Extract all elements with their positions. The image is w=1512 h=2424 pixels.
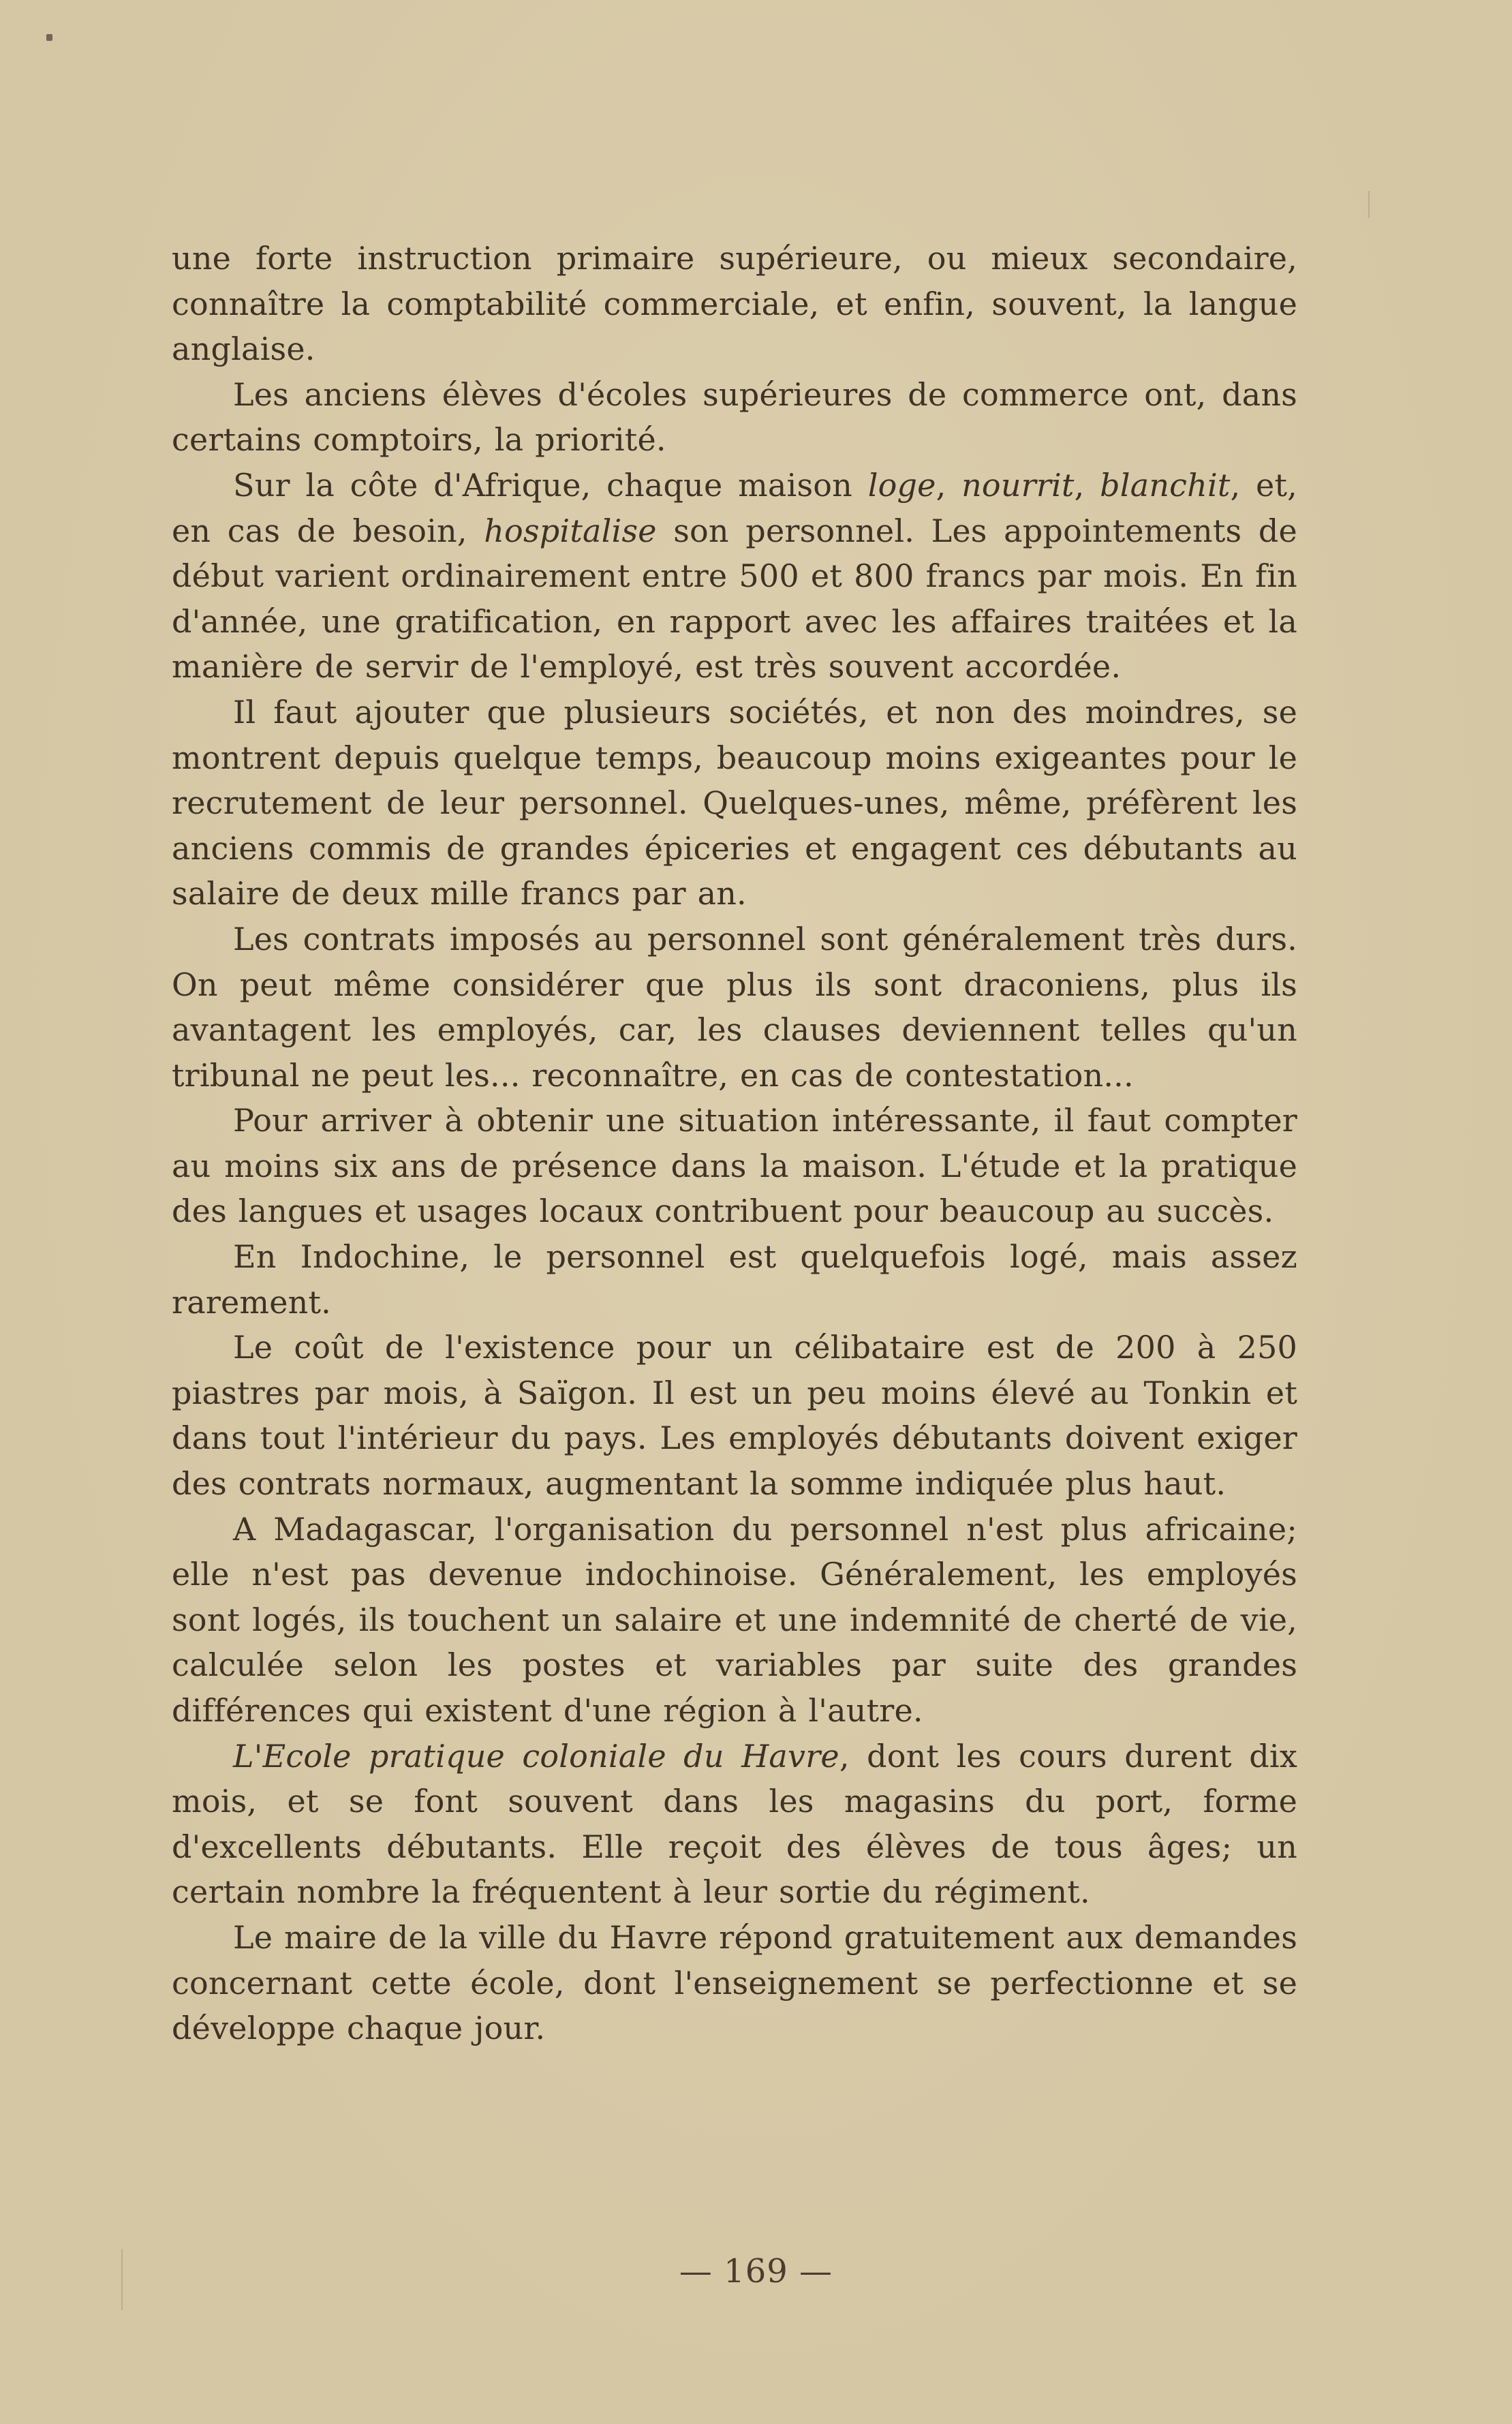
page-number: — 169 — bbox=[679, 2252, 833, 2290]
italic-text: loge bbox=[867, 466, 936, 504]
text-run: Les contrats imposés au personnel sont généralement très durs. On peut même considérer que plus ils sont draconiens, plus ils avantagent les employés, car, les clauses deviennent telles qu'un tribunal ne peut les... reconnaître, en cas de contestation... bbox=[172, 920, 1297, 1094]
paragraph-1 bbox=[172, 236, 1297, 372]
paragraph-11 bbox=[172, 1915, 1297, 2051]
text-run: , dont les cours durent dix mois, et se font souvent dans les magasins du port, forme d'excellents débutants. Elle reçoit des élèves de tous âges; un certain nombre la fréquentent à leur sortie du régiment. bbox=[172, 1737, 1297, 1911]
italic-text: blanchit bbox=[1100, 466, 1231, 504]
paragraph-8 bbox=[172, 1325, 1297, 1506]
paragraph-2 bbox=[172, 372, 1297, 463]
paragraph-3 bbox=[172, 463, 1297, 690]
italic-text: nourrit bbox=[961, 466, 1075, 504]
paragraph-5 bbox=[172, 917, 1297, 1098]
text-run: Le maire de la ville du Havre répond gratuitement aux demandes concernant cette école, dont l'enseignement se perfectionne et se développe chaque jour. bbox=[172, 1918, 1297, 2047]
paragraph-7 bbox=[172, 1234, 1297, 1325]
text-run: Il faut ajouter que plusieurs sociétés, et non des moindres, se montrent depuis quelque temps, beaucoup moins exigeantes pour le recrutement de leur personnel. Quelques-unes, même, préfèrent les anciens commis de grandes épiceries et engagent ces débutants au salaire de deux mille francs par an. bbox=[172, 693, 1297, 912]
text-run: Sur la côte d'Afrique, chaque maison bbox=[233, 466, 868, 504]
paragraph-9 bbox=[172, 1507, 1297, 1734]
text-run: Le coût de l'existence pour un célibataire est de 200 à 250 piastres par mois, à Saïgon. Il est un peu moins élevé au Tonkin et dans tout l'intérieur du pays. Les employés débutants doivent exiger des contrats normaux, augmentant la somme indiquée plus haut. bbox=[172, 1329, 1297, 1503]
body-text bbox=[172, 236, 1297, 2051]
italic-text: L'Ecole pratique coloniale du Havre bbox=[233, 1737, 839, 1775]
text-run: son personnel. Les appointements de début varient ordinairement entre 500 et 800 francs par mois. En fin d'année, une gratification, en rapport avec les affaires traitées et la manière de servir de l'employé, est très souvent accordée. bbox=[172, 512, 1297, 686]
text-run: une forte instruction primaire supérieure, ou mieux secondaire, connaître la comptabilité commerciale, et enfin, souvent, la langue anglaise. bbox=[172, 240, 1297, 368]
text-run: , bbox=[1074, 466, 1100, 504]
text-run: , et, en cas de besoin, bbox=[172, 466, 1297, 549]
text-run: A Madagascar, l'organisation du personnel n'est plus africaine; elle n'est pas devenue indochinoise. Généralement, les employés sont logés, ils touchent un salaire et une indemnité de cherté de vie, calculée selon les postes et variables par suite des grandes différences qui existent d'une région à l'autre. bbox=[172, 1510, 1297, 1729]
paragraph-4 bbox=[172, 690, 1297, 917]
text-run: , bbox=[936, 466, 962, 504]
text-run: Pour arriver à obtenir une situation intéressante, il faut compter au moins six ans de présence dans la maison. L'étude et la pratique des langues et usages locaux contribuent pour beaucoup au succès. bbox=[172, 1102, 1297, 1230]
text-run: Les anciens élèves d'écoles supérieures de commerce ont, dans certains comptoirs, la priorité. bbox=[172, 375, 1297, 459]
italic-text: hospitalise bbox=[484, 512, 657, 549]
text-run: En Indochine, le personnel est quelquefois logé, mais assez rarement. bbox=[172, 1238, 1297, 1321]
paragraph-10 bbox=[172, 1734, 1297, 1915]
page-crease-right bbox=[1368, 191, 1370, 218]
paragraph-6 bbox=[172, 1098, 1297, 1234]
ink-speck bbox=[46, 34, 52, 41]
